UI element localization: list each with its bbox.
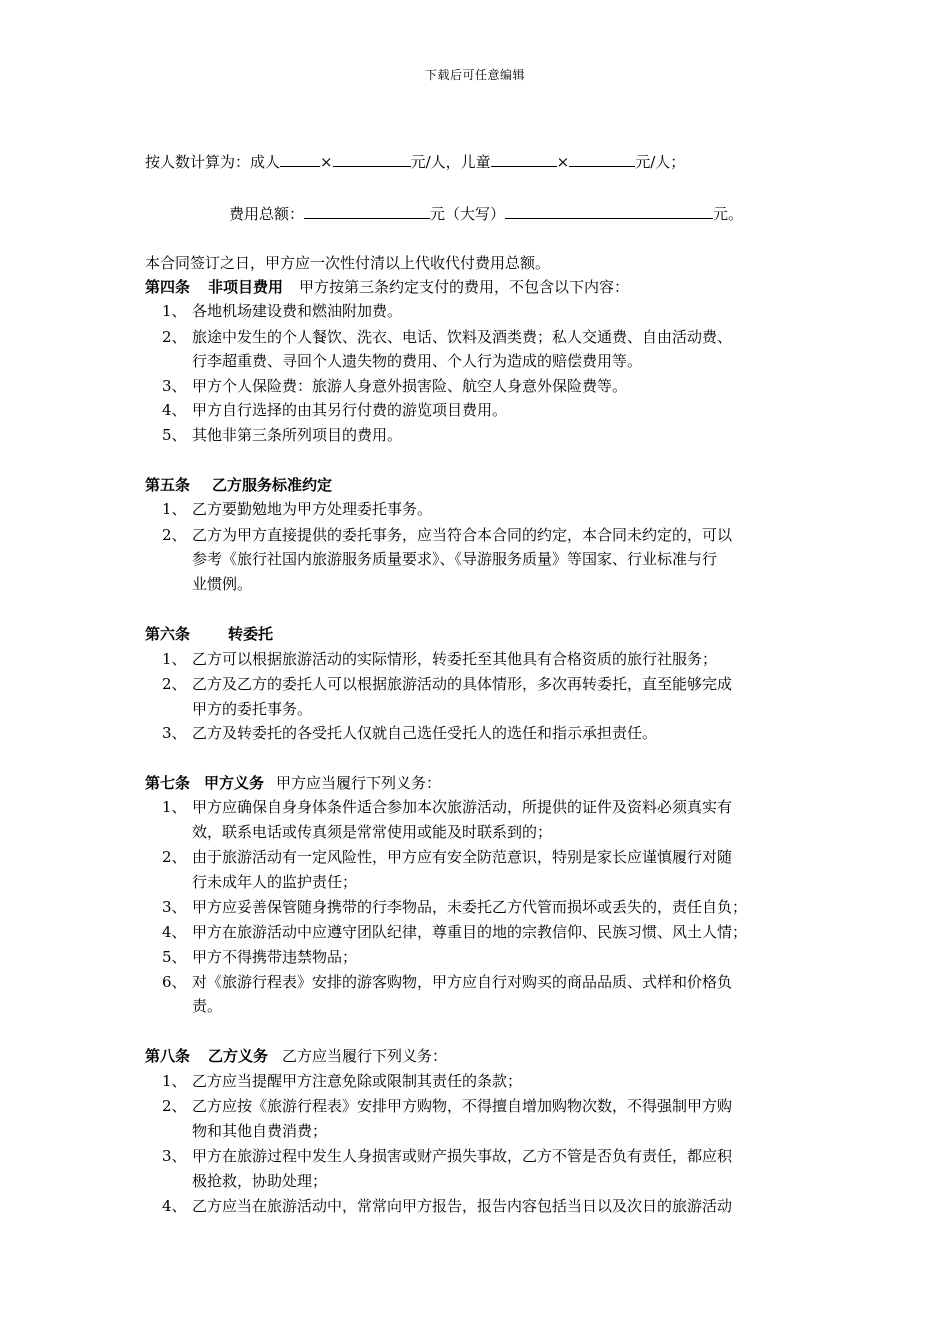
child-count-blank[interactable] bbox=[491, 150, 557, 167]
article-4-heading bbox=[145, 277, 629, 297]
list-item-continuation: 效，联系电话或传真须是常常使用或能及时联系到的； bbox=[192, 823, 553, 841]
list-item: 5、 甲方不得携带违禁物品； bbox=[162, 948, 358, 966]
list-item: 2、 乙方应按《旅游行程表》安排甲方购物，不得擅自增加购物次数，不得强制甲方购 bbox=[162, 1097, 733, 1115]
article-4-intro: 甲方按第三条约定支付的费用，不包含以下内容： bbox=[299, 278, 630, 296]
article-8-title: 第八条 bbox=[145, 1047, 191, 1065]
list-item: 1、 各地机场建设费和燃油附加费。 bbox=[162, 302, 403, 320]
fee-calc-line bbox=[145, 150, 685, 172]
list-item-continuation: 物和其他自费消费； bbox=[192, 1122, 328, 1140]
article-4-name: 非项目费用 bbox=[208, 278, 284, 296]
adult-price-blank[interactable] bbox=[333, 150, 411, 167]
list-item-continuation: 甲方的委托事务。 bbox=[192, 700, 313, 718]
list-item: 2、 乙方及乙方的委托人可以根据旅游活动的具体情形，多次再转委托，直至能够完成 bbox=[162, 675, 733, 693]
article-8-intro: 乙方应当履行下列义务： bbox=[282, 1047, 448, 1065]
list-item: 6、 对《旅游行程表》安排的游客购物，甲方应自行对购买的商品品质、式样和价格负 bbox=[162, 973, 733, 991]
list-item-continuation: 责。 bbox=[192, 997, 223, 1015]
total-daxie-blank[interactable] bbox=[505, 202, 713, 219]
list-item-continuation: 极抢救，协助处理； bbox=[192, 1172, 328, 1190]
fee-total-line bbox=[229, 202, 743, 224]
list-item: 1、 甲方应确保自身身体条件适合参加本次旅游活动，所提供的证件及资料必须真实有 bbox=[162, 798, 733, 816]
adult-count-blank[interactable] bbox=[280, 150, 320, 167]
list-item: 3、 甲方应妥善保管随身携带的行李物品，未委托乙方代管而损坏或丢失的，责任自负； bbox=[162, 898, 748, 916]
list-item: 3、 甲方个人保险费：旅游人身意外损害险、航空人身意外保险费等。 bbox=[162, 377, 628, 395]
adult-unit: 元/人，儿童 bbox=[410, 153, 491, 171]
article-6-name: 转委托 bbox=[228, 625, 274, 643]
list-item: 4、 乙方应当在旅游活动中，常常向甲方报告，报告内容包括当日以及次日的旅游活动 bbox=[162, 1197, 733, 1215]
article-5-heading bbox=[145, 475, 332, 495]
total-amount-blank[interactable] bbox=[304, 202, 430, 219]
article-7-intro: 甲方应当履行下列义务： bbox=[276, 774, 442, 792]
article-6-heading bbox=[145, 624, 273, 644]
list-item-continuation: 行李超重费、寻回个人遗失物的费用、个人行为造成的赔偿费用等。 bbox=[192, 352, 643, 370]
list-item-continuation: 行未成年人的监护责任； bbox=[192, 873, 358, 891]
article-5-title: 第五条 bbox=[145, 476, 191, 494]
total-daxie-label: 元（大写） bbox=[430, 205, 506, 223]
article-7-name: 甲方义务 bbox=[204, 774, 265, 792]
list-item: 1、 乙方可以根据旅游活动的实际情形，转委托至其他具有合格资质的旅行社服务； bbox=[162, 650, 718, 668]
total-label: 费用总额： bbox=[229, 205, 305, 223]
list-item: 5、 其他非第三条所列项目的费用。 bbox=[162, 426, 403, 444]
list-item-continuation: 业惯例。 bbox=[192, 575, 253, 593]
article-7-title: 第七条 bbox=[145, 774, 191, 792]
calc-prefix: 按人数计算为：成人 bbox=[145, 153, 281, 171]
article-8-heading bbox=[145, 1046, 447, 1066]
article-4-title: 第四条 bbox=[145, 278, 191, 296]
list-item: 4、 甲方自行选择的由其另行付费的游览项目费用。 bbox=[162, 401, 508, 419]
article-8-name: 乙方义务 bbox=[208, 1047, 269, 1065]
article-5-name: 乙方服务标准约定 bbox=[212, 476, 333, 494]
list-item: 2、 乙方为甲方直接提供的委托事务，应当符合本合同的约定，本合同未约定的，可以 bbox=[162, 526, 733, 544]
list-item: 1、 乙方应当提醒甲方注意免除或限制其责任的条款； bbox=[162, 1072, 523, 1090]
page-header-note: 下载后可任意编辑 bbox=[424, 68, 525, 82]
list-item: 2、 旅途中发生的个人餐饮、洗衣、电话、饮料及酒类费；私人交通费、自由活动费、 bbox=[162, 328, 733, 346]
list-item: 3、 乙方及转委托的各受托人仅就自己选任受托人的选任和指示承担责任。 bbox=[162, 724, 658, 742]
article-7-heading bbox=[145, 773, 441, 793]
child-unit: 元/人； bbox=[635, 153, 686, 171]
child-price-blank[interactable] bbox=[569, 150, 635, 167]
times-sign: × bbox=[320, 153, 333, 171]
total-end: 元。 bbox=[713, 205, 744, 223]
article-6-title: 第六条 bbox=[145, 625, 191, 643]
list-item: 2、 由于旅游活动有一定风险性，甲方应有安全防范意识，特别是家长应谨慎履行对随 bbox=[162, 848, 733, 866]
list-item: 1、 乙方要勤勉地为甲方处理委托事务。 bbox=[162, 500, 433, 518]
times-sign-2: × bbox=[556, 153, 570, 171]
payment-note: 本合同签订之日，甲方应一次性付清以上代收代付费用总额。 bbox=[145, 254, 551, 272]
list-item: 3、 甲方在旅游过程中发生人身损害或财产损失事故，乙方不管是否负有责任，都应积 bbox=[162, 1147, 733, 1165]
list-item: 4、 甲方在旅游活动中应遵守团队纪律，尊重目的地的宗教信仰、民族习惯、风土人情； bbox=[162, 923, 748, 941]
list-item-continuation: 参考《旅行社国内旅游服务质量要求》、《导游服务质量》等国家、行业标准与行 bbox=[192, 550, 718, 568]
